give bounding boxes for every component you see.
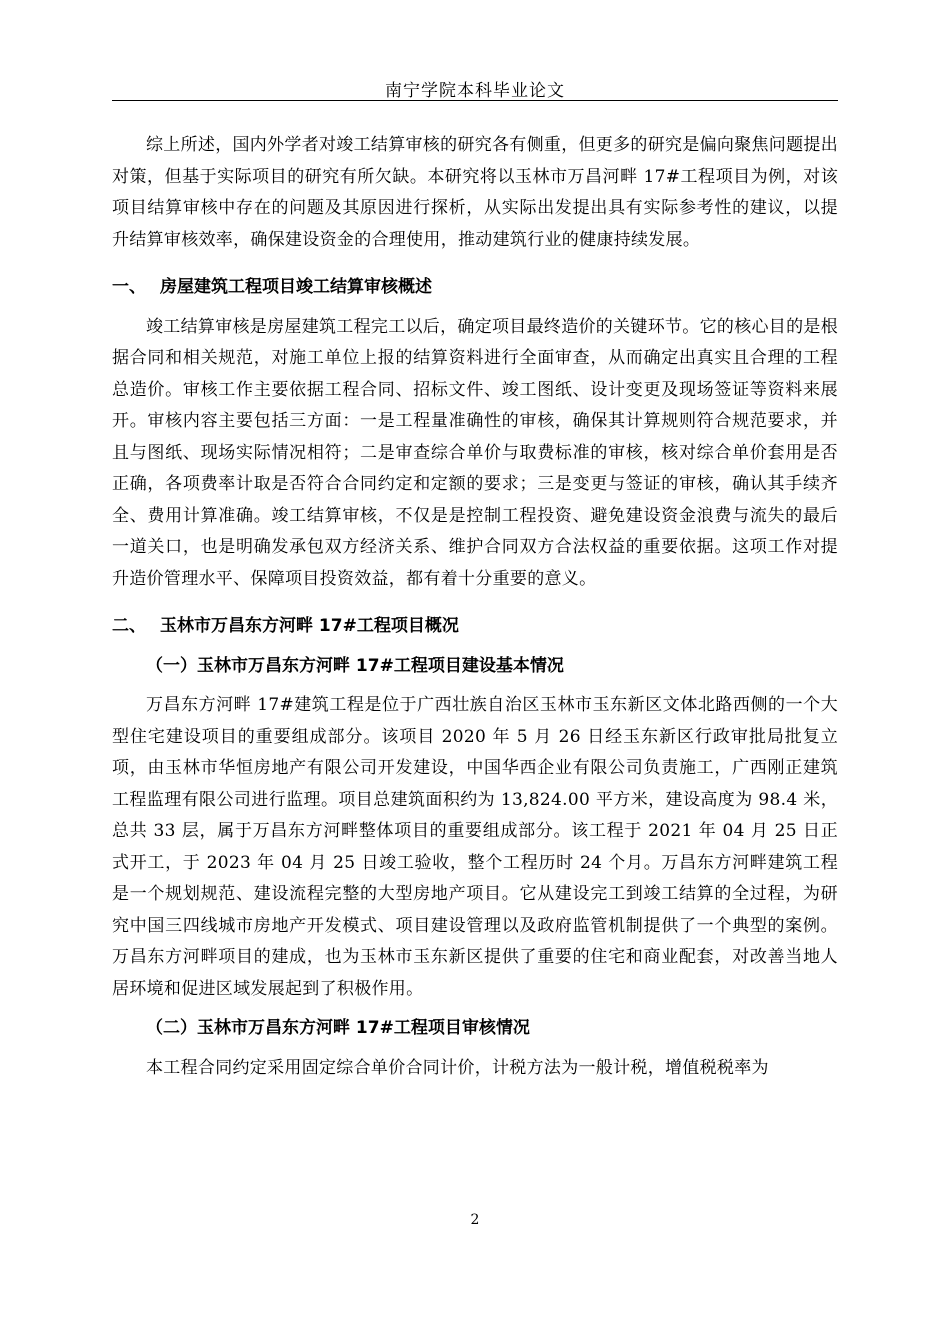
- page-number: 2: [470, 1212, 480, 1228]
- paragraph-summary: 综上所述，国内外学者对竣工结算审核的研究各有侧重，但更多的研究是偏向聚焦问题提出对策，但基于实际项目的研究有所欠缺。本研究将以玉林市万昌河畔 17#工程项目为例，对该项目结算审核中存在的问题及其原因进行探析，从实际出发提出具有实际参考性的建议，以提升结算审核效率，确保建设资金的合理使用，推动建筑行业的健康持续发展。: [112, 135, 838, 250]
- paragraph-overview: 竣工结算审核是房屋建筑工程完工以后，确定项目最终造价的关键环节。它的核心目的是根据合同和相关规范，对施工单位上报的结算资料进行全面审查，从而确定出真实且合理的工程总造价。审核工作主要依据工程合同、招标文件、竣工图纸、设计变更及现场签证等资料来展开。审核内容主要包括三方面：一是工程量准确性的审核，确保其计算规则符合规范要求，并且与图纸、现场实际情况相符；二是审查综合单价与取费标准的审核，核对综合单价套用是否正确，各项费率计取是否符合合同约定和定额的要求；三是变更与签证的审核，确认其手续齐全、费用计算准确。竣工结算审核，不仅是是控制工程投资、避免建设资金浪费与流失的最后一道关口，也是明确发承包双方经济关系、维护合同双方合法权益的重要依据。这项工作对提升造价管理水平、保障项目投资效益，都有着十分重要的意义。: [112, 316, 838, 589]
- subsection-heading-2: （二）玉林市万昌东方河畔 17#工程项目审核情况: [146, 1018, 530, 1038]
- section-title: 房屋建筑工程项目竣工结算审核概述: [160, 277, 432, 297]
- running-header: 南宁学院本科毕业论文: [385, 81, 565, 101]
- subsection-heading-1: （一）玉林市万昌东方河畔 17#工程项目建设基本情况: [146, 655, 564, 676]
- section-number: 一、: [112, 277, 146, 297]
- page-body: [112, 130, 838, 1084]
- section-heading-2: [112, 611, 838, 643]
- section-heading-1: [112, 272, 838, 304]
- paragraph-project-info: 万昌东方河畔 17#建筑工程是位于广西壮族自治区玉林市玉东新区文体北路西侧的一个大型住宅建设项目的重要组成部分。该项目 2020 年 5 月 26 日经玉东新区行政审批局批复立项，由玉林市华恒房地产有限公司开发建设，中国华西企业有限公司负责施工，广西刚正建筑工程监理有限公司进行监理。项目总建筑面积约为 13,824.00 平方米，建设高度为 98.4 米，总共 33 层，属于万昌东方河畔整体项目的重要组成部分。该工程于 2021 年 04 月 25 日正式开工，于 2023 年 04 月 25 日竣工验收，整个工程历时 24 个月。万昌东方河畔建筑工程是一个规划规范、建设流程完整的大型房地产项目。它从建设完工到竣工结算的全过程，为研究中国三四线城市房地产开发模式、项目建设管理以及政府监管机制提供了一个典型的案例。万昌东方河畔项目的建成，也为玉林市玉东新区提供了重要的住宅和商业配套，对改善当地人居环境和促进区域发展起到了积极作用。: [112, 695, 838, 999]
- paragraph-contract: 本工程合同约定采用固定综合单价合同计价，计税方法为一般计税，增值税税率为: [146, 1057, 769, 1078]
- section-number: 二、: [112, 616, 146, 636]
- section-title: 玉林市万昌东方河畔 17#工程项目概况: [160, 616, 459, 636]
- header-divider: [112, 100, 838, 101]
